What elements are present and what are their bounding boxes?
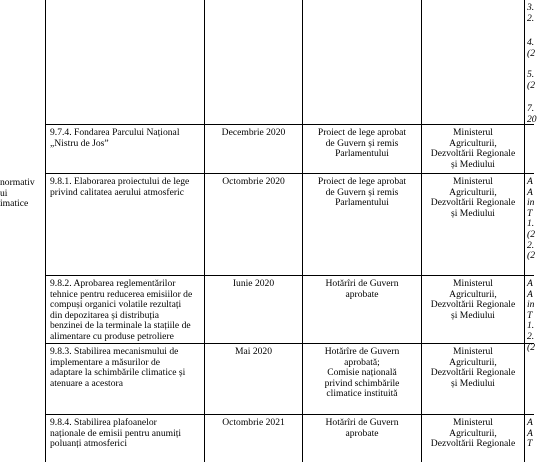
table-row-action: 9.8.4. Stabilirea plafoanelor naționale de emisii pentru anumiți poluanți atmosferici — [50, 417, 182, 450]
table-row-responsible: Ministerul Agriculturii, Dezvoltării Regionale și Mediului — [430, 278, 516, 321]
row-divider — [45, 173, 534, 174]
column-divider — [45, 0, 46, 462]
table-row-action: 9.8.2. Aprobarea reglementărilor tehnice pentru reducerea emisiilor de compuși organici volatile rezultați din depozitarea și distribuția benzinei de la terminale la stațiile de alimentare cu produse petroliere — [50, 278, 193, 342]
row-divider — [45, 414, 534, 415]
partner-fragment: 3. 2. — [527, 2, 535, 24]
table-row-output: Hotărîri de Guvern aprobate — [325, 278, 399, 300]
table-row-action: 9.8.3. Stabilirea mecanismului de implementare a măsurilor de adaptare la schimbările climatice și atenuare a acestora — [50, 346, 186, 389]
row-divider — [45, 124, 534, 125]
table-row-output: Hotărîre de Guvern aprobată; Comisie națională privind schimbările climatice instituită — [324, 346, 400, 400]
row-divider — [45, 275, 534, 276]
table-row-deadline: Iunie 2020 — [232, 278, 275, 289]
table-row-output: Hotărîri de Guvern aprobate — [325, 417, 399, 439]
row-divider — [45, 343, 534, 344]
table-row-deadline: Octombrie 2021 — [222, 417, 285, 428]
table-row-deadline: Mai 2020 — [234, 346, 273, 357]
table-row-partner: A A in T 1. (2 2. (2 — [527, 176, 535, 262]
table-row-responsible: Ministerul Agriculturii, Dezvoltării Regionale și Mediului — [430, 346, 516, 389]
table-row-action: 9.8.1. Elaborarea proiectului de lege privind calitatea aerului atmosferic — [50, 176, 190, 198]
table-row-output: Proiect de lege aprobat de Guvern și remis Parlamentului — [317, 176, 407, 209]
column-divider — [421, 0, 422, 462]
table-row-deadline: Octombrie 2020 — [222, 176, 285, 187]
table-row-deadline: Decembrie 2020 — [221, 127, 286, 138]
table-row-action: 9.7.4. Fondarea Parcului Național „Nistru de Jos” — [50, 127, 180, 149]
column-divider — [204, 0, 205, 462]
table-row-output: Proiect de lege aprobat de Guvern și remis Parlamentului — [317, 127, 407, 160]
table-row-responsible: Ministerul Agriculturii, Dezvoltării Regionale și Mediului — [430, 127, 516, 170]
partner-fragment: 5. (2 — [527, 69, 535, 91]
partner-fragment: 7. 20 — [527, 103, 537, 125]
table-row-responsible: Ministerul Agriculturii, Dezvoltării Regionale și Mediului — [430, 176, 516, 219]
table-row-responsible: Ministerul Agriculturii, Dezvoltării Regionale — [430, 417, 516, 450]
partner-fragment: 4. (2 — [527, 37, 535, 59]
column-divider — [524, 0, 525, 462]
table-row-partner: A A in T 1. 2. (2 — [527, 278, 535, 353]
objective-fragment: normativ ui imatice — [0, 177, 35, 210]
table-row-partner: A A T — [527, 417, 533, 450]
